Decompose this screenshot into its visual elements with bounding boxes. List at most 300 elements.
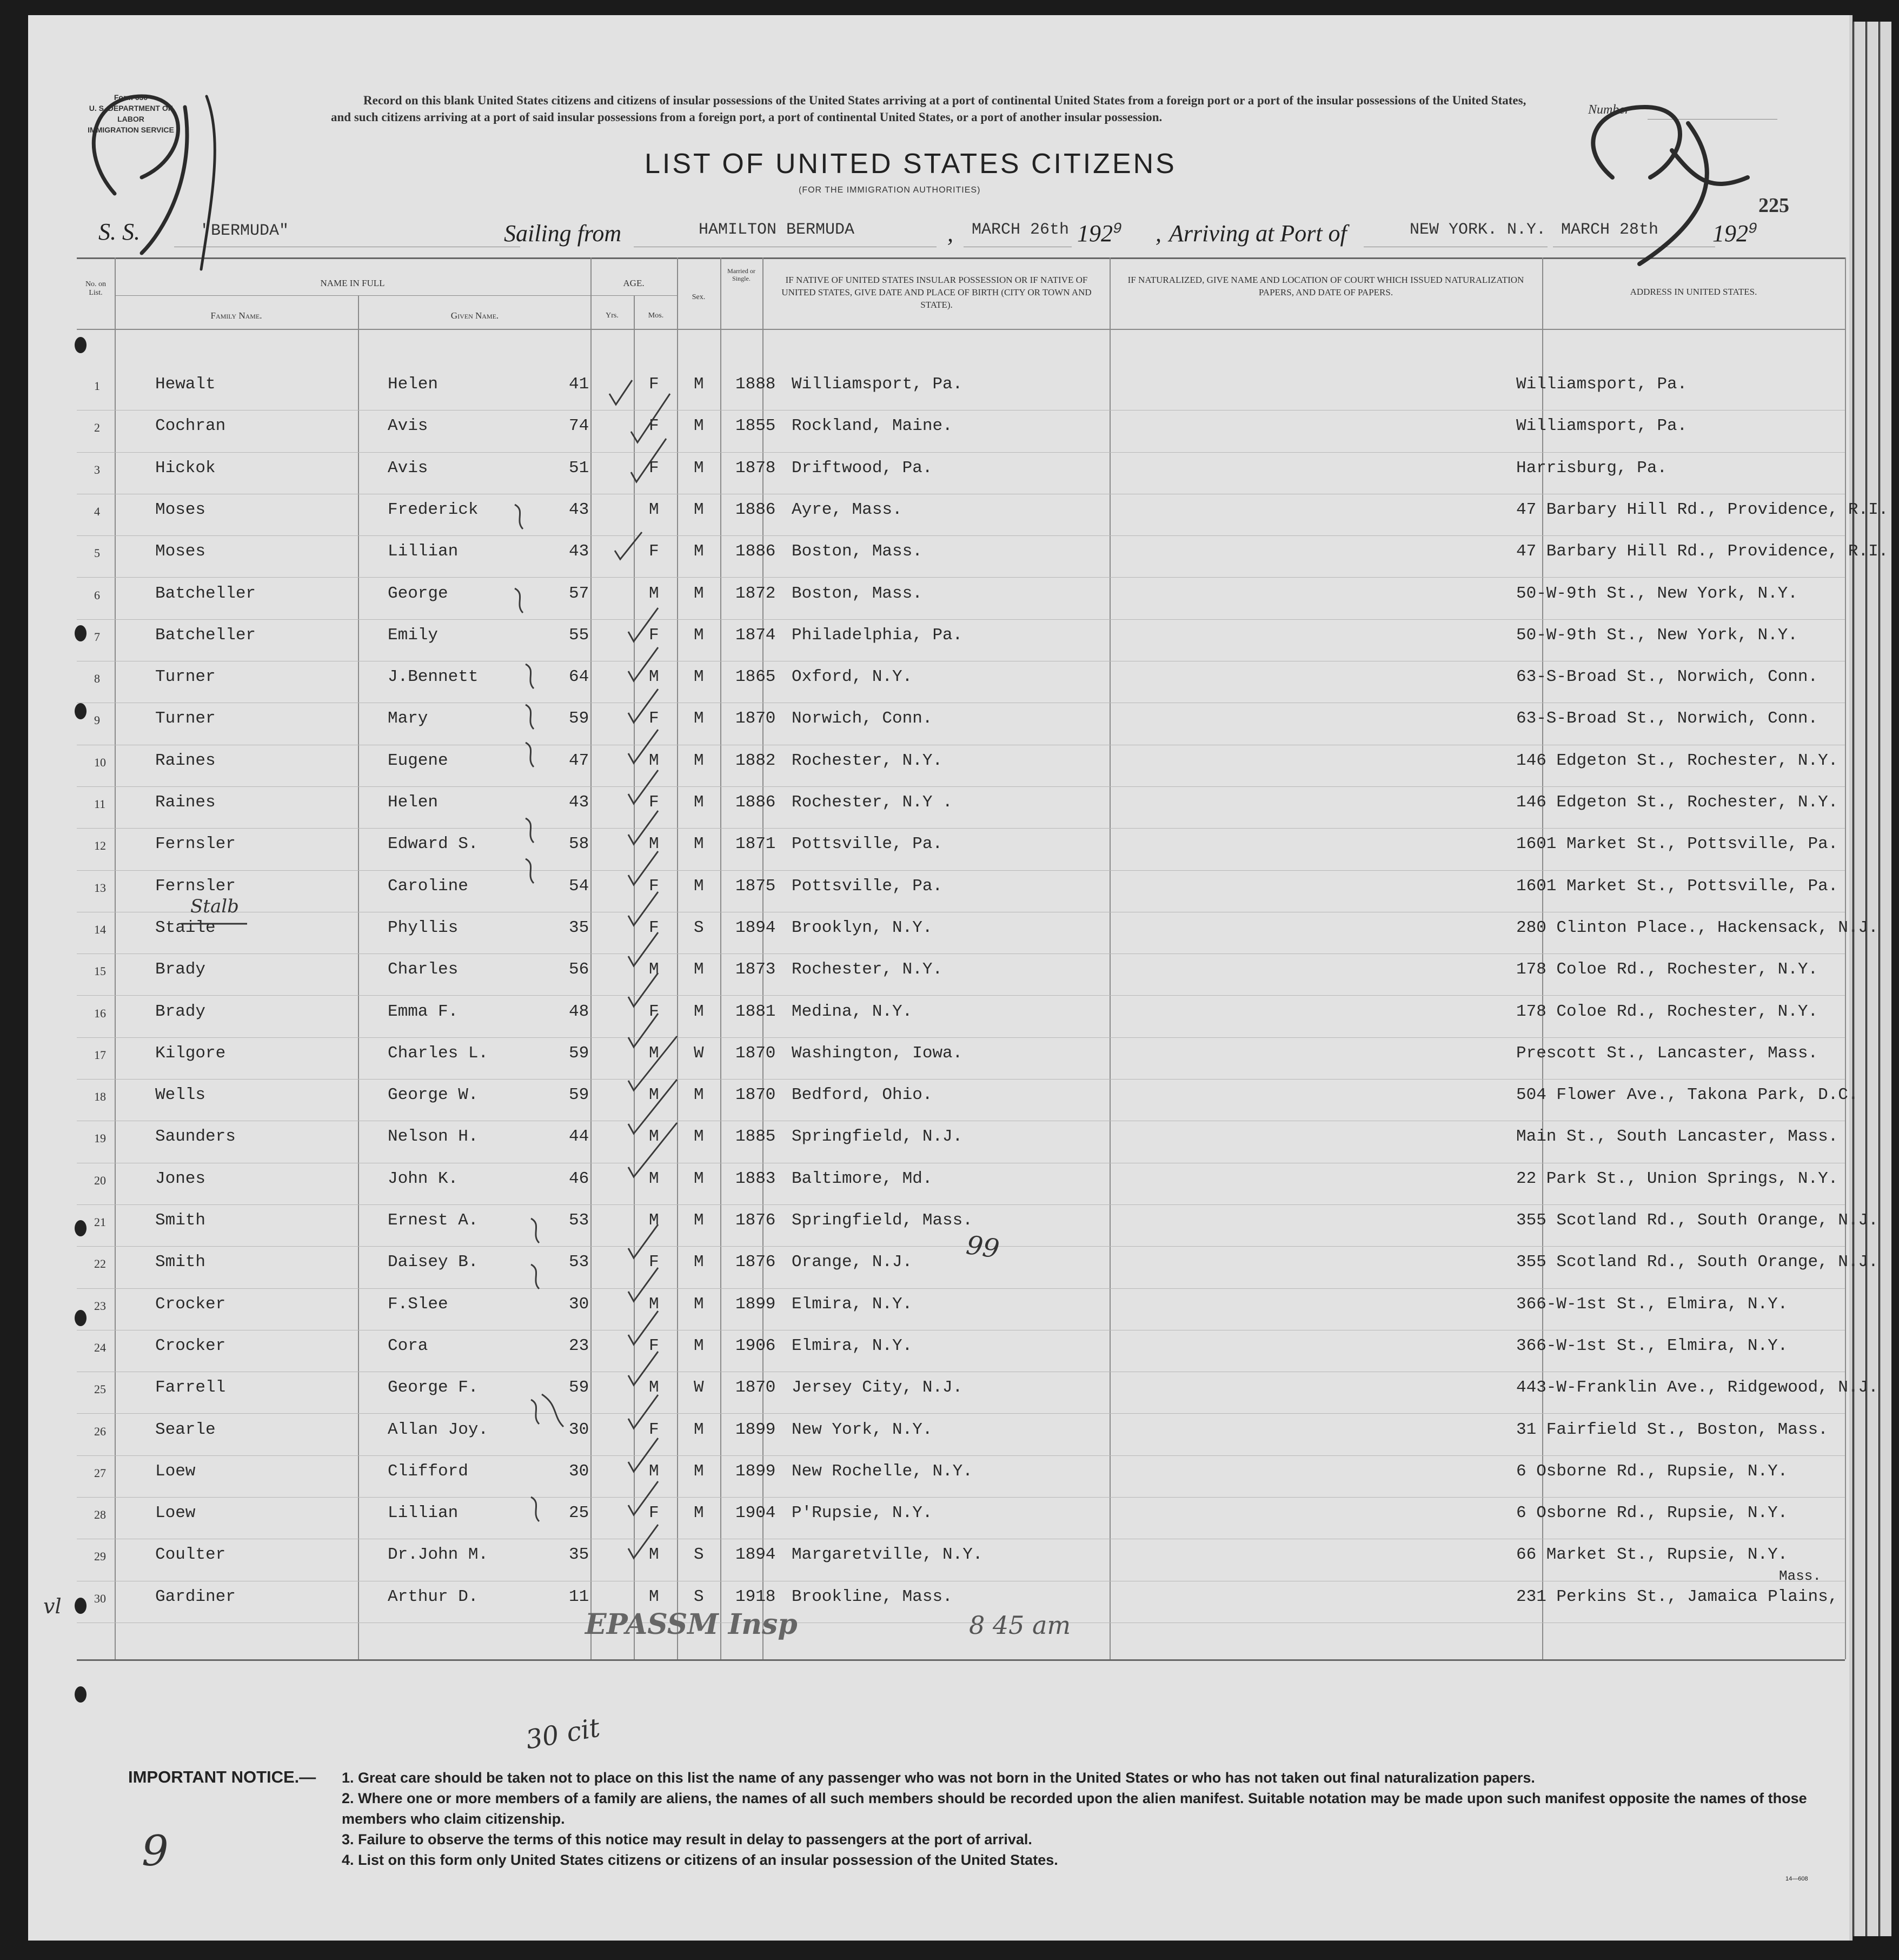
family-name-cell: Moses	[155, 500, 206, 519]
sex-cell: M	[649, 960, 659, 979]
handwriting-overlay	[28, 15, 1849, 1941]
given-name-cell: Avis	[388, 416, 428, 436]
row-number: 30	[94, 1591, 106, 1605]
birth-year-cell: 1876	[735, 1211, 776, 1230]
given-name-cell: George	[388, 584, 448, 603]
given-name-cell: Charles	[388, 960, 459, 979]
given-name-cell: Lillian	[388, 542, 459, 561]
notice-list	[342, 1767, 1834, 1870]
birth-place-cell: Margaretville, N.Y.	[792, 1545, 983, 1565]
address-cell: Main St., South Lancaster, Mass.	[1516, 1127, 1838, 1147]
row-number: 24	[94, 1340, 106, 1354]
birth-year-cell: 1883	[735, 1169, 776, 1188]
family-name-cell: Hewalt	[155, 375, 216, 394]
row-number: 26	[94, 1424, 106, 1438]
family-name-cell: Turner	[155, 667, 216, 687]
given-name-cell: Emma F.	[388, 1002, 459, 1021]
inspector-initials: EPASSM Insp	[585, 1608, 798, 1641]
row-number: 14	[94, 922, 106, 936]
address-cell: 47 Barbary Hill Rd., Providence, R.I.	[1516, 542, 1889, 561]
row-number: 19	[94, 1131, 106, 1145]
birth-year-cell: 1865	[735, 667, 776, 687]
birth-year-cell: 1894	[735, 1545, 776, 1565]
family-name-cell: Staile	[155, 918, 216, 937]
address-cell: 63-S-Broad St., Norwich, Conn.	[1516, 709, 1818, 729]
page-subtitle: (FOR THE IMMIGRATION AUTHORITIES)	[799, 186, 981, 195]
family-name-cell: Raines	[155, 793, 216, 812]
sex-cell: M	[649, 1127, 659, 1147]
birth-place-cell: Philadelphia, Pa.	[792, 625, 963, 645]
sex-cell: M	[649, 1378, 659, 1398]
age-cell: 59	[569, 1378, 589, 1398]
row-number: 21	[94, 1215, 106, 1229]
family-name-cell: Turner	[155, 709, 216, 729]
birth-place-cell: Springfield, Mass.	[792, 1211, 973, 1230]
col-header-age: AGE.	[623, 278, 645, 288]
family-name-cell: Saunders	[155, 1127, 236, 1147]
birth-year-cell: 1871	[735, 835, 776, 854]
sex-cell: M	[649, 500, 659, 519]
marital-status-cell: M	[694, 835, 704, 854]
given-name-cell: Emily	[388, 625, 439, 645]
address-cell: 1601 Market St., Pottsville, Pa.	[1516, 835, 1838, 854]
address-extra-cell: Mass.	[1779, 1567, 1822, 1584]
row-number: 7	[94, 630, 100, 644]
given-name-cell: Lillian	[388, 1504, 459, 1523]
age-cell: 30	[569, 1461, 589, 1481]
row-number: 6	[94, 588, 100, 602]
family-name-cell: Searle	[155, 1420, 216, 1439]
row-number: 25	[94, 1382, 106, 1396]
row-number: 2	[94, 421, 100, 435]
age-cell: 59	[569, 1043, 589, 1063]
family-name-cell: Loew	[155, 1504, 196, 1523]
birth-year-cell: 1918	[735, 1587, 776, 1606]
marital-status-cell: M	[694, 1127, 704, 1147]
address-cell: 63-S-Broad St., Norwich, Conn.	[1516, 667, 1818, 687]
marital-status-cell: M	[694, 625, 704, 645]
sex-cell: F	[649, 793, 659, 812]
birth-year-cell: 1870	[735, 1043, 776, 1063]
sex-cell: F	[649, 1336, 659, 1355]
address-cell: 1601 Market St., Pottsville, Pa.	[1516, 876, 1838, 896]
birth-year-cell: 1899	[735, 1461, 776, 1481]
sex-cell: M	[649, 667, 659, 687]
given-name-cell: Mary	[388, 709, 428, 729]
sex-cell: M	[649, 1169, 659, 1188]
age-cell: 43	[569, 500, 589, 519]
big-nine-right	[1593, 107, 1748, 264]
sex-cell: M	[649, 1043, 659, 1063]
arriving-port: NEW YORK. N.Y.	[1410, 221, 1546, 239]
sex-cell: F	[649, 416, 659, 436]
year-digit-2: 9	[1748, 221, 1757, 238]
row-number: 1	[94, 379, 100, 393]
family-name-cell: Gardiner	[155, 1587, 236, 1606]
marital-status-cell: W	[694, 1378, 704, 1398]
family-name-cell: Batcheller	[155, 625, 256, 645]
age-cell: 44	[569, 1127, 589, 1147]
sex-cell: F	[649, 1002, 659, 1021]
marital-status-cell: M	[694, 876, 704, 896]
birth-year-cell: 1899	[735, 1420, 776, 1439]
address-cell: 178 Coloe Rd., Rochester, N.Y.	[1516, 960, 1818, 979]
citizen-count-note: 30 cit	[523, 1712, 602, 1756]
given-name-cell: Avis	[388, 458, 428, 478]
marital-status-cell: S	[694, 1587, 704, 1606]
given-name-cell: Edward S.	[388, 835, 479, 854]
row-number: 4	[94, 504, 100, 518]
given-name-cell: Helen	[388, 793, 439, 812]
birth-year-cell: 1904	[735, 1504, 776, 1523]
sex-cell: F	[649, 918, 659, 937]
birth-place-cell: Boston, Mass.	[792, 584, 922, 603]
address-cell: 146 Edgeton St., Rochester, N.Y.	[1516, 793, 1838, 812]
given-name-cell: Charles L.	[388, 1043, 489, 1063]
family-name-cell: Smith	[155, 1253, 206, 1272]
col-header-mos: Mos.	[648, 312, 664, 320]
staile-correction: Stalb	[190, 896, 239, 917]
age-cell: 48	[569, 1002, 589, 1021]
address-cell: 355 Scotland Rd., South Orange, N.J.	[1516, 1211, 1878, 1230]
birth-year-cell: 1870	[735, 1085, 776, 1105]
row-number: 10	[94, 755, 106, 769]
birth-place-cell: Brooklyn, N.Y.	[792, 918, 933, 937]
address-cell: 31 Fairfield St., Boston, Mass.	[1516, 1420, 1828, 1439]
address-cell: 231 Perkins St., Jamaica Plains,	[1516, 1587, 1838, 1606]
marital-status-cell: M	[694, 1002, 704, 1021]
sex-cell: F	[649, 542, 659, 561]
age-cell: 30	[569, 1420, 589, 1439]
address-cell: Williamsport, Pa.	[1516, 416, 1688, 436]
marital-status-cell: M	[694, 960, 704, 979]
sex-cell: M	[649, 1545, 659, 1565]
given-name-cell: Clifford	[388, 1461, 468, 1481]
sex-cell: M	[649, 584, 659, 603]
age-cell: 43	[569, 542, 589, 561]
marital-status-cell: M	[694, 667, 704, 687]
birth-place-cell: New York, N.Y.	[792, 1420, 933, 1439]
row-number: 9	[94, 713, 100, 727]
marital-status-cell: M	[694, 1169, 704, 1188]
address-cell: 6 Osborne Rd., Rupsie, N.Y.	[1516, 1504, 1788, 1523]
birth-place-cell: Pottsville, Pa.	[792, 835, 943, 854]
age-cell: 30	[569, 1294, 589, 1314]
birth-place-cell: Oxford, N.Y.	[792, 667, 913, 687]
address-cell: Williamsport, Pa.	[1516, 375, 1688, 394]
col-header-family: Family Name.	[210, 310, 262, 321]
col-header-name: NAME IN FULL	[320, 278, 385, 288]
birth-year-cell: 1894	[735, 918, 776, 937]
check-marks	[515, 380, 677, 1558]
row-number: 28	[94, 1508, 106, 1522]
family-name-cell: Brady	[155, 1002, 206, 1021]
address-cell: 366-W-1st St., Elmira, N.Y.	[1516, 1294, 1788, 1314]
col-header-sex: Sex.	[692, 293, 706, 301]
birth-year-cell: 1886	[735, 542, 776, 561]
row-number: 20	[94, 1173, 106, 1187]
row-number: 3	[94, 462, 100, 476]
sailing-from-port: HAMILTON BERMUDA	[699, 221, 855, 239]
marital-status-cell: M	[694, 584, 704, 603]
marital-status-cell: M	[694, 1504, 704, 1523]
birth-year-cell: 1855	[735, 416, 776, 436]
sailing-from-label: Sailing from	[504, 220, 622, 247]
age-cell: 25	[569, 1504, 589, 1523]
address-cell: 178 Coloe Rd., Rochester, N.Y.	[1516, 1002, 1818, 1021]
age-cell: 53	[569, 1211, 589, 1230]
row-number: 8	[94, 672, 100, 686]
family-name-cell: Crocker	[155, 1336, 226, 1355]
sex-cell: F	[649, 876, 659, 896]
given-name-cell: Cora	[388, 1336, 428, 1355]
sex-cell: M	[649, 1085, 659, 1105]
address-cell: 355 Scotland Rd., South Orange, N.J.	[1516, 1253, 1878, 1272]
birth-year-cell: 1899	[735, 1294, 776, 1314]
birth-place-cell: Rochester, N.Y.	[792, 751, 943, 770]
family-name-cell: Fernsler	[155, 835, 236, 854]
back-page-edge	[1867, 22, 1878, 1936]
row-number: 18	[94, 1090, 106, 1104]
given-name-cell: Dr.John M.	[388, 1545, 489, 1565]
address-cell: 22 Park St., Union Springs, N.Y.	[1516, 1169, 1838, 1188]
col-header-address: ADDRESS IN UNITED STATES.	[1630, 287, 1757, 297]
manifest-page	[28, 15, 1889, 1941]
comma-2: ,	[1156, 220, 1161, 247]
given-name-cell: Frederick	[388, 500, 479, 519]
birth-year-cell: 1872	[735, 584, 776, 603]
family-name-cell: Raines	[155, 751, 216, 770]
birth-place-cell: New Rochelle, N.Y.	[792, 1461, 973, 1481]
row-number: 22	[94, 1257, 106, 1271]
sex-cell: F	[649, 1253, 659, 1272]
arriving-label: Arriving at Port of	[1169, 220, 1347, 247]
birth-year-cell: 1885	[735, 1127, 776, 1147]
sex-cell: M	[649, 751, 659, 770]
given-name-cell: Nelson H.	[388, 1127, 479, 1147]
arriving-date: MARCH 28th	[1561, 221, 1659, 239]
service: IMMIGRATION SERVICE	[88, 125, 174, 134]
row-number: 17	[94, 1048, 106, 1062]
marital-status-cell: M	[694, 709, 704, 729]
birth-year-cell: 1881	[735, 1002, 776, 1021]
birth-place-cell: Norwich, Conn.	[792, 709, 933, 729]
age-cell: 41	[569, 375, 589, 394]
row30-margin-note: vl	[43, 1594, 62, 1618]
family-name-cell: Jones	[155, 1169, 206, 1188]
notice-item: 1. Great care should be taken not to place on this list the name of any passenger who was not born in the United States or who has not taken out final naturalization papers.	[342, 1770, 1535, 1786]
family-name-cell: Brady	[155, 960, 206, 979]
row-number: 11	[94, 797, 106, 811]
age-cell: 58	[569, 835, 589, 854]
sex-cell: M	[649, 1461, 659, 1481]
back-page-edge	[1880, 22, 1891, 1936]
family-name-cell: Cochran	[155, 416, 226, 436]
row21-mark: 99	[964, 1230, 1001, 1264]
birth-place-cell: Medina, N.Y.	[792, 1002, 913, 1021]
age-cell: 47	[569, 751, 589, 770]
address-cell: 50-W-9th St., New York, N.Y.	[1516, 584, 1798, 603]
birth-year-cell: 1886	[735, 500, 776, 519]
birth-year-cell: 1870	[735, 1378, 776, 1398]
family-name-cell: Coulter	[155, 1545, 226, 1565]
marital-status-cell: M	[694, 375, 704, 394]
age-cell: 74	[569, 416, 589, 436]
marital-status-cell: M	[694, 542, 704, 561]
birth-place-cell: Brookline, Mass.	[792, 1587, 953, 1606]
birth-place-cell: Elmira, N.Y.	[792, 1294, 913, 1314]
family-name-cell: Smith	[155, 1211, 206, 1230]
given-name-cell: Allan Joy.	[388, 1420, 489, 1439]
year-digit-1: 9	[1113, 221, 1122, 238]
marital-status-cell: M	[694, 416, 704, 436]
marital-status-cell: S	[694, 1545, 704, 1565]
marital-status-cell: M	[694, 458, 704, 478]
age-cell: 59	[569, 1085, 589, 1105]
marital-status-cell: W	[694, 1043, 704, 1063]
birth-year-cell: 1882	[735, 751, 776, 770]
sailing-date: MARCH 26th	[972, 221, 1070, 239]
back-page-edge	[1854, 22, 1865, 1936]
address-cell: Harrisburg, Pa.	[1516, 458, 1668, 478]
sex-cell: F	[649, 1504, 659, 1523]
family-name-cell: Loew	[155, 1461, 196, 1481]
row-number: 15	[94, 964, 106, 978]
row-number: 29	[94, 1550, 106, 1564]
birth-place-cell: Rochester, N.Y .	[792, 793, 953, 812]
sex-cell: M	[649, 1587, 659, 1606]
address-cell: 280 Clinton Place., Hackensack, N.J.	[1516, 918, 1878, 937]
birth-place-cell: Williamsport, Pa.	[792, 375, 963, 394]
sex-cell: M	[649, 1294, 659, 1314]
marital-status-cell: M	[694, 793, 704, 812]
col-header-yrs: Yrs.	[606, 312, 619, 320]
given-name-cell: F.Slee	[388, 1294, 448, 1314]
page-stamp-number: 225	[1758, 194, 1789, 217]
age-cell: 51	[569, 458, 589, 478]
given-name-cell: Ernest A.	[388, 1211, 479, 1230]
address-cell: 504 Flower Ave., Takona Park, D.C.	[1516, 1085, 1858, 1105]
birth-place-cell: Bedford, Ohio.	[792, 1085, 933, 1105]
family-name-cell: Kilgore	[155, 1043, 226, 1063]
notice-item: 3. Failure to observe the terms of this notice may result in delay to passengers at the port of arrival.	[342, 1831, 1032, 1848]
sex-cell: F	[649, 375, 659, 394]
marital-status-cell: M	[694, 1085, 704, 1105]
age-cell: 56	[569, 960, 589, 979]
notice-item: 2. Where one or more members of a family are aliens, the names of all such members should be recorded upon the alien manifest. Suitable notation may be made upon such manifest opposite the names of those members who claim citizenship.	[342, 1790, 1807, 1827]
age-cell: 54	[569, 876, 589, 896]
age-cell: 35	[569, 1545, 589, 1565]
address-cell: 443-W-Franklin Ave., Ridgewood, N.J.	[1516, 1378, 1878, 1398]
age-cell: 53	[569, 1253, 589, 1272]
birth-place-cell: P'Rupsie, N.Y.	[792, 1504, 933, 1523]
given-name-cell: George W.	[388, 1085, 479, 1105]
year-prefix-2: 192	[1712, 220, 1748, 247]
department: U. S. DEPARTMENT OF LABOR	[89, 104, 173, 123]
marital-status-cell: M	[694, 1336, 704, 1355]
sex-cell: M	[649, 1211, 659, 1230]
row-number: 27	[94, 1466, 106, 1480]
birth-place-cell: Rockland, Maine.	[792, 416, 953, 436]
notice-label: IMPORTANT NOTICE.—	[128, 1767, 316, 1786]
col-header-naturalized: IF NATURALIZED, GIVE NAME AND LOCATION OF COURT WHICH ISSUED NATURALIZATION PAPERS, AND DATE OF PAPERS.	[1127, 275, 1524, 297]
address-cell: 6 Osborne Rd., Rupsie, N.Y.	[1516, 1461, 1788, 1481]
year-prefix-1: 192	[1077, 220, 1113, 247]
sex-cell: M	[649, 835, 659, 854]
ship-name: "BERMUDA"	[201, 222, 289, 240]
col-header-birth: IF NATIVE OF UNITED STATES INSULAR POSSESSION OR IF NATIVE OF UNITED STATES, GIVE DATE AND PLACE OF BIRTH (CITY OR TOWN AND STATE).	[781, 275, 1092, 310]
family-name-cell: Farrell	[155, 1378, 226, 1398]
sex-cell: F	[649, 1420, 659, 1439]
birth-year-cell: 1876	[735, 1253, 776, 1272]
family-name-cell: Batcheller	[155, 584, 256, 603]
row-number: 12	[94, 839, 106, 853]
birth-year-cell: 1870	[735, 709, 776, 729]
birth-place-cell: Driftwood, Pa.	[792, 458, 933, 478]
marital-status-cell: S	[694, 918, 704, 937]
arrival-time: 8 45 am	[969, 1611, 1071, 1640]
row-number: 5	[94, 546, 100, 560]
sex-cell: F	[649, 458, 659, 478]
birth-place-cell: Baltimore, Md.	[792, 1169, 933, 1188]
given-name-cell: J.Bennett	[388, 667, 479, 687]
marital-status-cell: M	[694, 1211, 704, 1230]
address-cell: 366-W-1st St., Elmira, N.Y.	[1516, 1336, 1788, 1355]
page-title: LIST OF UNITED STATES CITIZENS	[645, 148, 1177, 180]
birth-year-cell: 1878	[735, 458, 776, 478]
birth-place-cell: Ayre, Mass.	[792, 500, 902, 519]
given-name-cell: George F.	[388, 1378, 479, 1398]
birth-place-cell: Jersey City, N.J.	[792, 1378, 963, 1398]
birth-year-cell: 1875	[735, 876, 776, 896]
given-name-cell: John K.	[388, 1169, 459, 1188]
row-number: 16	[94, 1006, 106, 1020]
birth-place-cell: Washington, Iowa.	[792, 1043, 963, 1063]
form-number: Form 630	[114, 93, 148, 102]
birth-place-cell: Pottsville, Pa.	[792, 876, 943, 896]
marital-status-cell: M	[694, 1461, 704, 1481]
family-name-cell: Crocker	[155, 1294, 226, 1314]
given-name-cell: Eugene	[388, 751, 448, 770]
age-cell: 46	[569, 1169, 589, 1188]
birth-year-cell: 1874	[735, 625, 776, 645]
birth-year-cell: 1873	[735, 960, 776, 979]
number-label: Number	[1588, 103, 1630, 117]
birth-place-cell: Orange, N.J.	[792, 1253, 913, 1272]
age-cell: 23	[569, 1336, 589, 1355]
address-cell: 50-W-9th St., New York, N.Y.	[1516, 625, 1798, 645]
address-cell: Prescott St., Lancaster, Mass.	[1516, 1043, 1818, 1063]
given-name-cell: Arthur D.	[388, 1587, 479, 1606]
birth-place-cell: Rochester, N.Y.	[792, 960, 943, 979]
age-cell: 64	[569, 667, 589, 687]
col-header-given: Given Name.	[450, 310, 499, 321]
given-name-cell: Daisey B.	[388, 1253, 479, 1272]
birth-year-cell: 1906	[735, 1336, 776, 1355]
comma-1: ,	[947, 220, 953, 247]
form-instructions: Record on this blank United States citizens and citizens of insular possessions of the United States arriving at a port of continental United States from a foreign port or a port of the insular possessions of the United States, and such citizens arriving at a port of said insular possessions from a foreign port, a port of continental United States, or a port of another insular possession.	[331, 94, 1526, 124]
col-header-married: Married or Single.	[727, 267, 755, 282]
address-cell: 66 Market St., Rupsie, N.Y.	[1516, 1545, 1788, 1565]
given-name-cell: Caroline	[388, 876, 468, 896]
marital-status-cell: M	[694, 751, 704, 770]
age-cell: 59	[569, 709, 589, 729]
family-name-cell: Wells	[155, 1085, 206, 1105]
birth-year-cell: 1888	[735, 375, 776, 394]
notice-item: 4. List on this form only United States citizens or citizens of an insular possession of the United States.	[342, 1852, 1058, 1868]
address-cell: 47 Barbary Hill Rd., Providence, R.I.	[1516, 500, 1889, 519]
marital-status-cell: M	[694, 500, 704, 519]
